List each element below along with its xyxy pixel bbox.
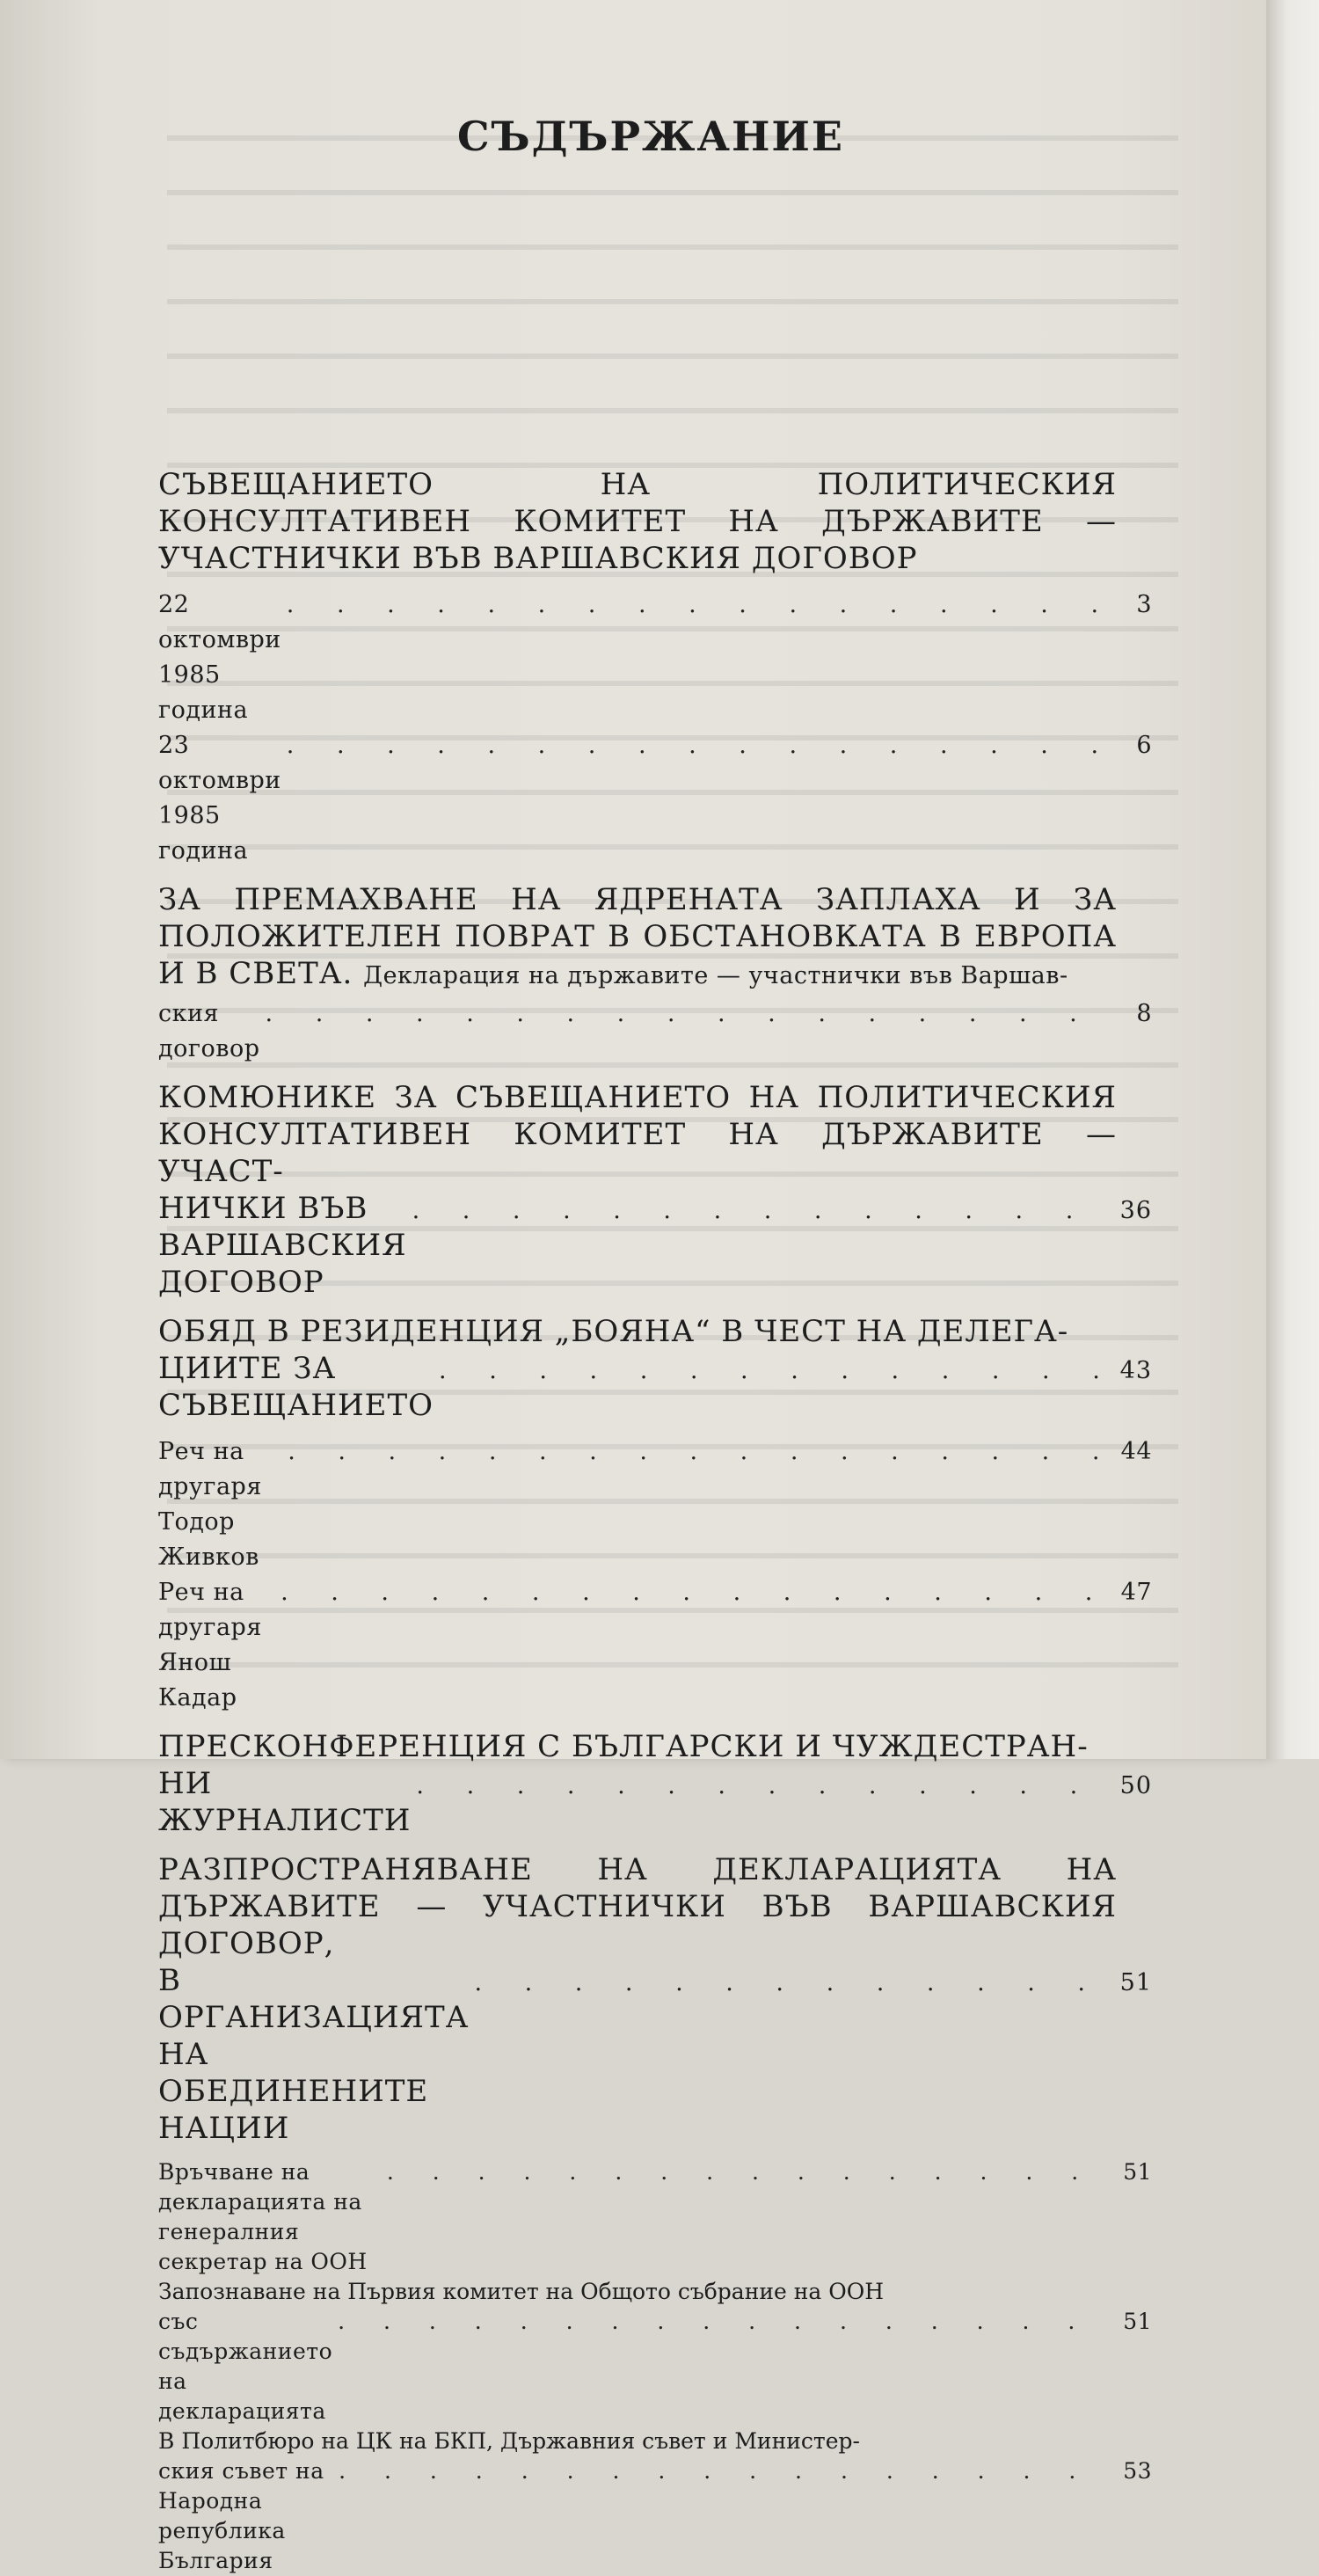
page-number: 36 <box>1119 1197 1152 1224</box>
toc-row <box>158 2307 1152 2426</box>
toc-section-4 <box>158 1313 1152 1716</box>
toc-title: ПРЕСКОНФЕРЕНЦИЯ С БЪЛГАРСКИ И ЧУЖДЕСТРАН- <box>158 1729 1089 1764</box>
page-number: 50 <box>1119 1772 1152 1799</box>
dot-leader <box>275 1575 1099 1610</box>
toc-title-tail: В ОРГАНИЗАЦИЯТА НА ОБЕДИНЕНИТЕ НАЦИИ <box>158 1963 470 2146</box>
toc-section-3 <box>158 1079 1152 1301</box>
toc-title-tail: НИ ЖУРНАЛИСТИ <box>158 1766 412 1838</box>
toc-section-2 <box>158 881 1152 1067</box>
page-number: 6 <box>1136 732 1152 759</box>
toc-row <box>158 1434 1152 1575</box>
toc-row-label: 23 октомври 1985 година <box>158 732 289 865</box>
toc-row <box>158 1575 1152 1716</box>
toc-entry-title <box>158 881 1152 995</box>
dot-leader <box>407 1193 1099 1230</box>
page-number: 43 <box>1119 1357 1152 1384</box>
page-number: 8 <box>1136 1000 1152 1027</box>
toc-title: РАЗПРОСТРАНЯВАНЕ НА ДЕКЛАРАЦИЯТА НА ДЪРЖАВИТЕ — УЧАСТНИЧКИ ВЪВ ВАРШАВСКИЯ ДОГОВОР, <box>158 1852 1117 1961</box>
toc-row-label: ския договор <box>158 1000 260 1062</box>
dot-leader <box>281 587 1099 623</box>
page-number: 51 <box>1123 2309 1152 2334</box>
toc-row-label: със съдържанието на декларацията <box>158 2309 340 2424</box>
toc-title: ОБЯД В РЕЗИДЕНЦИЯ „БОЯНА“ В ЧЕСТ НА ДЕЛЕГА- <box>158 1314 1069 1349</box>
toc-row-label-line: Запознаване на Първия комитет на Общото събрание на ООН <box>158 2279 885 2304</box>
page-number: 51 <box>1123 2159 1152 2185</box>
dot-leader <box>434 1353 1099 1390</box>
toc-entry-title <box>158 1851 1152 2147</box>
toc-row <box>158 587 1152 728</box>
toc-entry-title <box>158 1313 1152 1424</box>
book-spine-edge <box>1266 0 1319 1759</box>
dot-leader <box>281 728 1099 763</box>
toc-entry-title <box>158 466 1152 577</box>
toc-row-label: Реч на другаря Янош Кадар <box>158 1579 270 1711</box>
toc-row-label-line: В Политбюро на ЦК на БКП, Държавния съвет и Министер- <box>158 2428 860 2454</box>
toc-title: ЗА ПРЕМАХВАНЕ НА ЯДРЕНАТА ЗАПЛАХА И ЗА ПОЛОЖИТЕЛЕН ПОВРАТ В ОБСТАНОВКАТА В ЕВРОПА И В СВЕТА. <box>158 882 1117 991</box>
page-number: 53 <box>1123 2458 1152 2484</box>
toc-description: Декларация на държавите — участнички във Варшав- <box>363 962 1068 989</box>
toc-title-tail: ЦИИТЕ ЗА СЪВЕЩАНИЕТО <box>158 1351 434 1423</box>
toc-entry-title <box>158 1728 1152 1839</box>
toc-title: СЪВЕЩАНИЕТО НА ПОЛИТИЧЕСКИЯ КОНСУЛТАТИВЕН КОМИТЕТ НА ДЪРЖАВИТЕ — УЧАСТНИЧКИ ВЪВ ВАРШАВСКИЯ ДОГОВОР <box>158 467 1117 576</box>
toc-row-label: 22 октомври 1985 година <box>158 591 289 724</box>
toc-row-label: Реч на другаря Тодор Живков <box>158 1438 270 1571</box>
dot-leader <box>382 2157 1099 2187</box>
page-number: 51 <box>1119 1969 1152 1996</box>
toc-entry-title <box>158 1079 1152 1301</box>
toc-title: КОМЮНИКЕ ЗА СЪВЕЩАНИЕТО НА ПОЛИТИЧЕСКИЯ КОНСУЛТАТИВЕН КОМИТЕТ НА ДЪРЖАВИТЕ — УЧАСТ- <box>158 1080 1117 1189</box>
page-number: 44 <box>1120 1438 1152 1465</box>
toc-row <box>158 2157 1152 2277</box>
toc-row-label: Връчване на декларацията на генералния секретар на ООН <box>158 2159 370 2274</box>
dot-leader <box>260 996 1099 1032</box>
dot-leader <box>333 2456 1099 2486</box>
toc-section-6 <box>158 1851 1152 2576</box>
page-title: СЪДЪРЖАНИЕ <box>457 113 844 160</box>
toc-section-1 <box>158 466 1152 869</box>
toc-row-label: ския съвет на Народна република България <box>158 2458 332 2573</box>
toc-row <box>158 996 1152 1067</box>
toc-row <box>158 728 1152 869</box>
toc-row <box>158 2456 1152 2576</box>
dot-leader <box>411 1768 1099 1805</box>
table-of-contents <box>158 106 1152 2573</box>
dot-leader <box>469 1965 1099 2002</box>
toc-title-tail: НИЧКИ ВЪВ ВАРШАВСКИЯ ДОГОВОР <box>158 1191 407 1300</box>
toc-section-5 <box>158 1728 1152 1839</box>
dot-leader <box>332 2307 1099 2337</box>
page-number: 3 <box>1136 591 1152 618</box>
page-number: 47 <box>1120 1579 1152 1606</box>
dot-leader <box>282 1434 1099 1470</box>
